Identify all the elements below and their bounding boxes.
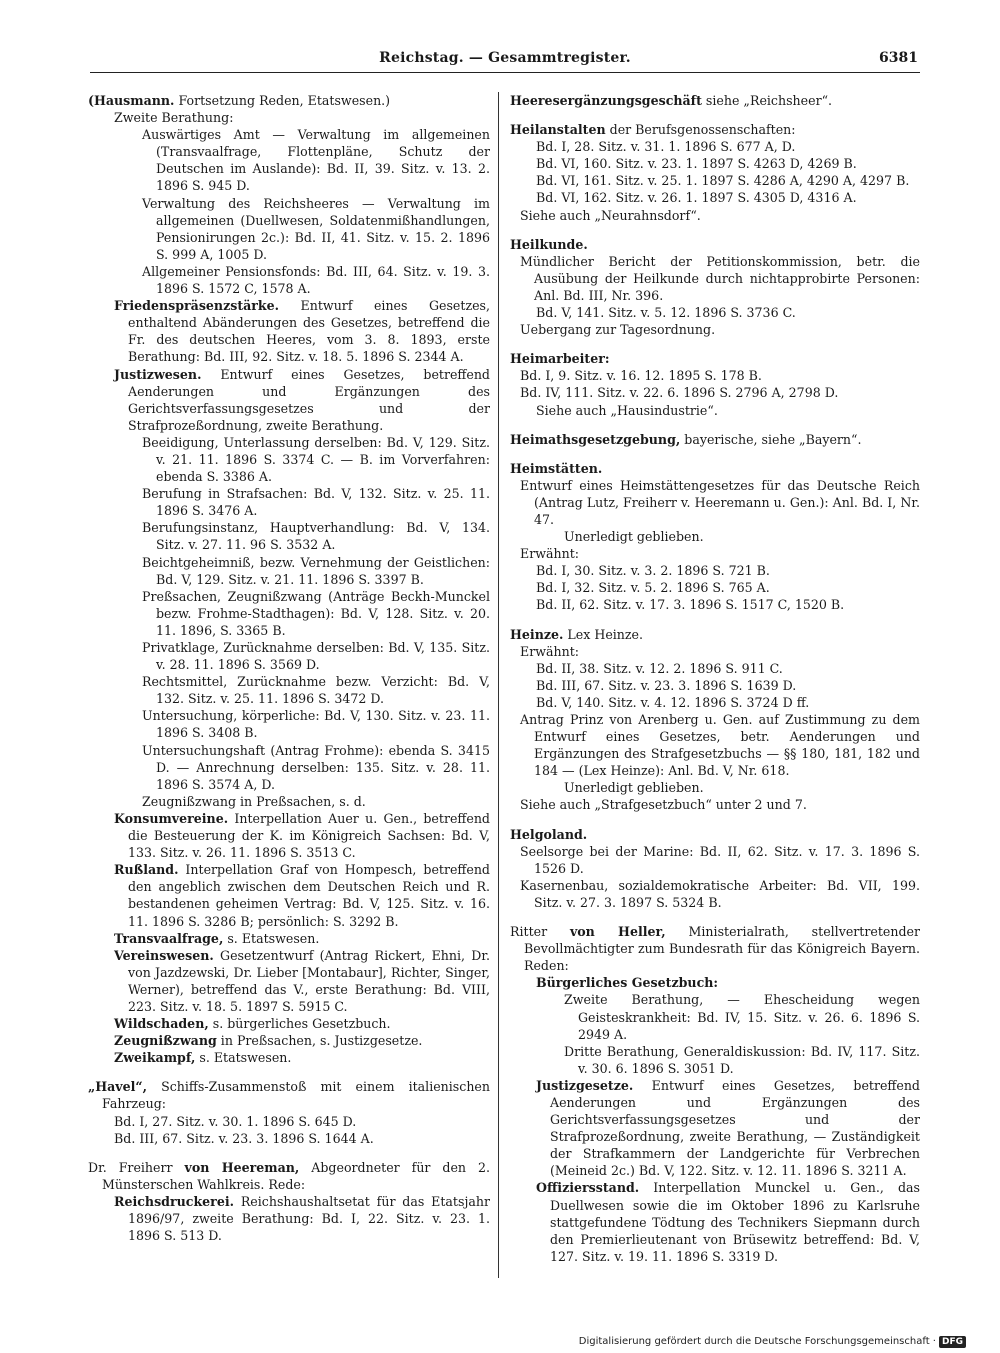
index-subentry: Transvaalfrage, s. Etatswesen.: [114, 930, 320, 946]
index-subentry: Justizgesetze. Entwurf eines Gesetzes, betreffend Aenderungen und Ergänzungen des Gerichtsverfassungsgesetzes und der Strafprozeßordnung, zweite Berathung, — Zuständigkeit der Strafkammern der Landgerichte für Verbrechen (Meineid 2c.) Bd. V, 122. Sitz. v. 12. 11. 1896 S. 3211 A.: [536, 1077, 920, 1179]
index-reference: Bd. I, 9. Sitz. v. 16. 12. 1895 S. 178 B.: [520, 368, 762, 384]
index-reference: Erwähnt:: [520, 546, 580, 562]
index-reference: Rechtsmittel, Zurücknahme bezw. Verzicht: Bd. V, 132. Sitz. v. 25. 11. 1896 S. 3472 D.: [142, 674, 490, 707]
index-entry: Heeresergänzungsgeschäft siehe „Reichsheer“.: [510, 93, 833, 108]
index-reference: Zeugnißzwang in Preßsachen, s. d.: [142, 793, 366, 809]
index-reference: Bd. V, 141. Sitz. v. 5. 12. 1896 S. 3736 C.: [536, 305, 796, 321]
page-number: 6381: [879, 50, 918, 66]
index-reference: Privatklage, Zurücknahme derselben: Bd. V, 135. Sitz. v. 28. 11. 1896 S. 3569 D.: [142, 640, 490, 673]
index-entry: Heilanstalten der Berufsgenossenschaften:: [510, 122, 796, 138]
footer-credit: Digitalisierung gefördert durch die Deutsche Forschungsgemeinschaft ·: [578, 1336, 936, 1347]
index-reference: Entwurf eines Heimstättengesetzes für das Deutsche Reich (Antrag Lutz, Freiherr v. Heeremann u. Gen.): Anl. Bd. I, Nr. 47.: [520, 477, 920, 527]
index-entry: Heinze. Lex Heinze.: [510, 626, 643, 642]
index-reference: Beichtgeheimniß, bezw. Vernehmung der Geistlichen: Bd. V, 129. Sitz. v. 21. 11. 1896 S. 3397 B.: [142, 554, 490, 587]
index-subentry: Offiziersstand. Interpellation Munckel u. Gen., das Duellwesen sowie die im Oktober 1896 zu Karlsruhe stattgefundene Tödtung des Technikers Siepmann durch den Premierlieutenant von Brüsewitz betreffend: Bd. V, 127. Sitz. v. 19. 11. 1896 S. 3319 D.: [536, 1180, 920, 1264]
index-reference: Mündlicher Bericht der Petitionskommission, betr. die Ausübung der Heilkunde durch nichtapprobirte Personen: Anl. Bd. III, Nr. 396.: [520, 253, 920, 303]
index-reference: Siehe auch „Hausindustrie“.: [536, 402, 718, 418]
index-entry: Heimstätten.: [510, 460, 603, 476]
column-divider: [498, 92, 499, 1278]
index-reference: Untersuchungshaft (Antrag Frohme): ebenda S. 3415 D. — Anrechnung derselben: 135. Sitz. v. 28. 11. 1896 S. 3574 A, D.: [142, 742, 490, 792]
index-subentry: Zweikampf, s. Etatswesen.: [114, 1050, 292, 1066]
index-reference: Berufung in Strafsachen: Bd. V, 132. Sitz. v. 25. 11. 1896 S. 3476 A.: [142, 486, 490, 519]
index-entry: Dr. Freiherr von Heereman, Abgeordneter für den 2. Münsterschen Wahlkreis. Rede:: [88, 1159, 490, 1192]
index-reference: Berufungsinstanz, Hauptverhandlung: Bd. V, 134. Sitz. v. 27. 11. 96 S. 3532 A.: [142, 520, 490, 553]
index-reference: Bd. II, 38. Sitz. v. 12. 2. 1896 S. 911 C.: [536, 660, 783, 676]
index-reference: Siehe auch „Neurahnsdorf“.: [520, 207, 701, 223]
index-entry: Heimarbeiter:: [510, 351, 610, 367]
index-reference: Auswärtiges Amt — Verwaltung im allgemeinen (Transvaalfrage, Flottenpläne, Schutz der Deutschen im Auslande): Bd. II, 39. Sitz. v. 13. 2. 1896 S. 945 D.: [142, 127, 490, 194]
index-subentry: Rußland. Interpellation Graf von Hompesch, betreffend den angeblich zwischen dem Deutschen Reich und R. bestandenen geheimen Vertrag: Bd. V, 125. Sitz. v. 16. 11. 1896 S. 3286 B; persönlich: S. 3292 B.: [114, 862, 490, 929]
index-reference: Bd. III, 67. Sitz. v. 23. 3. 1896 S. 1639 D.: [536, 677, 797, 693]
left-column: [88, 92, 490, 1244]
index-reference: Erwähnt:: [520, 643, 580, 659]
index-reference: Zweite Berathung, — Ehescheidung wegen Geisteskrankheit: Bd. IV, 15. Sitz. v. 26. 6. 1896 S. 2949 A.: [564, 992, 920, 1042]
index-subentry: Konsumvereine. Interpellation Auer u. Gen., betreffend die Besteuerung der K. im Königreich Sachsen: Bd. V, 133. Sitz. v. 26. 11. 1896 S. 3513 C.: [114, 810, 490, 861]
index-reference: Bd. V, 140. Sitz. v. 4. 12. 1896 S. 3724 D ff.: [536, 694, 810, 710]
index-entry: Helgoland.: [510, 826, 588, 842]
index-subentry: Bürgerliches Gesetzbuch:: [536, 975, 719, 991]
index-subentry: Wildschaden, s. bürgerliches Gesetzbuch.: [114, 1016, 391, 1032]
index-reference: Antrag Prinz von Arenberg u. Gen. auf Zustimmung zu dem Entwurf eines Gesetzes, betr. Aenderungen und Ergänzungen des Strafgesetzbuchs — §§ 180, 181, 182 und 184 — (Lex Heinze): Anl. Bd. V, Nr. 618.: [520, 712, 920, 779]
index-reference: Bd. VI, 162. Sitz. v. 26. 1. 1897 S. 4305 D, 4316 A.: [536, 190, 857, 206]
dfg-logo: DFG: [939, 1336, 966, 1348]
index-subentry: Vereinswesen. Gesetzentwurf (Antrag Rickert, Ehni, Dr. von Jazdzewski, Dr. Lieber [Montabaur], Richter, Singer, Werner), betreffend das V., erste Berathung: Bd. VIII, 223. Sitz. v. 18. 5. 1897 S. 5915 C.: [114, 947, 490, 1014]
index-reference: Verwaltung des Reichsheeres — Verwaltung im allgemeinen (Duellwesen, Soldatenmißhandlungen, Pensionirungen 2c.): Bd. II, 41. Sitz. v. 15. 2. 1896 S. 999 A, 1005 D.: [142, 195, 490, 262]
index-reference: Bd. I, 30. Sitz. v. 3. 2. 1896 S. 721 B.: [536, 563, 770, 579]
index-entry: Heimathsgesetzgebung, bayerische, siehe „Bayern“.: [510, 431, 862, 447]
index-subentry: Zweite Berathung:: [114, 110, 234, 126]
index-reference: Preßsachen, Zeugnißzwang (Anträge Beckh-Munckel bezw. Frohme-Stadthagen): Bd. V, 128. Sitz. v. 20. 11. 1896, S. 3365 B.: [142, 588, 490, 638]
index-entry: Ritter von Heller, Ministerialrath, stellvertretender Bevollmächtigter zum Bundesrath für das Königreich Bayern. Reden:: [510, 924, 920, 974]
index-subentry: Justizwesen. Entwurf eines Gesetzes, betreffend Aenderungen und Ergänzungen des Gerichtsverfassungsgesetzes und der Strafprozeßordnung, zweite Berathung.: [114, 366, 490, 433]
index-reference: Untersuchung, körperliche: Bd. V, 130. Sitz. v. 23. 11. 1896 S. 3408 B.: [142, 708, 490, 741]
index-reference: Unerledigt geblieben.: [564, 529, 704, 545]
index-entry: Heilkunde.: [510, 236, 588, 252]
index-entry: „Havel“, Schiffs-Zusammenstoß mit einem italienischen Fahrzeug:: [88, 1079, 490, 1112]
index-reference: Bd. II, 62. Sitz. v. 17. 3. 1896 S. 1517 C, 1520 B.: [536, 597, 845, 613]
page-header: [90, 50, 920, 72]
index-subentry: Reichsdruckerei. Reichshaushaltsetat für das Etatsjahr 1896/97, zweite Berathung: Bd. I, 22. Sitz. v. 23. 1. 1896 S. 513 D.: [114, 1193, 490, 1244]
index-reference: Siehe auch „Strafgesetzbuch“ unter 2 und 7.: [520, 797, 807, 813]
index-reference: Bd. III, 67. Sitz. v. 23. 3. 1896 S. 1644 A.: [114, 1130, 374, 1146]
index-reference: Bd. I, 28. Sitz. v. 31. 1. 1896 S. 677 A, D.: [536, 139, 796, 155]
digitization-footer: [579, 1336, 966, 1348]
index-reference: Uebergang zur Tagesordnung.: [520, 322, 716, 338]
index-reference: Bd. VI, 161. Sitz. v. 25. 1. 1897 S. 4286 A, 4290 A, 4297 B.: [536, 173, 910, 189]
index-reference: Kasernenbau, sozialdemokratische Arbeiter: Bd. VII, 199. Sitz. v. 27. 3. 1897 S. 5324 B.: [520, 877, 920, 910]
index-subentry: Zeugnißzwang in Preßsachen, s. Justizgesetze.: [114, 1033, 423, 1049]
index-reference: Allgemeiner Pensionsfonds: Bd. III, 64. Sitz. v. 19. 3. 1896 S. 1572 C, 1578 A.: [142, 263, 490, 297]
index-reference: Bd. IV, 111. Sitz. v. 22. 6. 1896 S. 2796 A, 2798 D.: [520, 385, 839, 401]
header-rule: [90, 72, 920, 73]
right-column: [510, 92, 920, 1265]
index-reference: Dritte Berathung, Generaldiskussion: Bd. IV, 117. Sitz. v. 30. 6. 1896 S. 3051 D.: [564, 1043, 920, 1076]
running-title: Reichstag. — Gesammtregister.: [379, 50, 631, 66]
index-reference: Seelsorge bei der Marine: Bd. II, 62. Sitz. v. 17. 3. 1896 S. 1526 D.: [520, 843, 920, 876]
index-entry: (Hausmann. Fortsetzung Reden, Etatswesen.): [88, 93, 391, 108]
index-reference: Unerledigt geblieben.: [564, 780, 704, 796]
index-subentry: Friedenspräsenzstärke. Entwurf eines Gesetzes, enthaltend Abänderungen des Gesetzes, betreffend die Fr. des deutschen Heeres, vom 3. 8. 1893, erste Berathung: Bd. III, 92. Sitz. v. 18. 5. 1896 S. 2344 A.: [114, 298, 490, 365]
index-reference: Bd. I, 27. Sitz. v. 30. 1. 1896 S. 645 D.: [114, 1113, 357, 1129]
index-reference: Bd. I, 32. Sitz. v. 5. 2. 1896 S. 765 A.: [536, 580, 770, 596]
index-reference: Bd. VI, 160. Sitz. v. 23. 1. 1897 S. 4263 D, 4269 B.: [536, 156, 857, 172]
index-reference: Beeidigung, Unterlassung derselben: Bd. V, 129. Sitz. v. 21. 11. 1896 S. 3374 C. — B. im Vorverfahren: ebenda S. 3386 A.: [142, 434, 490, 485]
